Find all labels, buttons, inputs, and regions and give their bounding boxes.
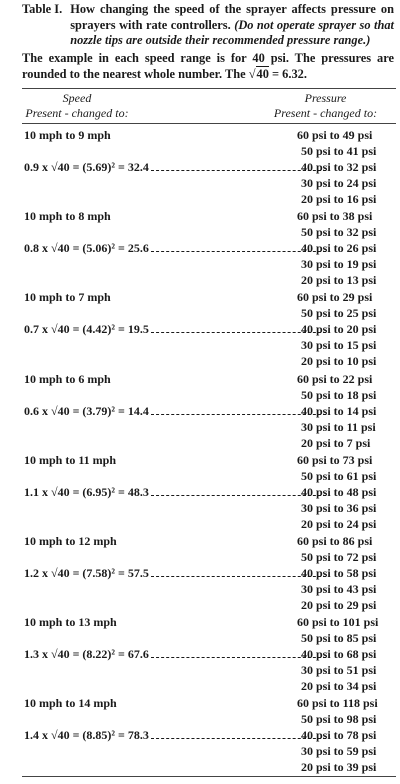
pressure-formula — [24, 159, 326, 175]
speed-change: 10 mph to 7 mph — [24, 290, 111, 305]
table-title — [22, 2, 394, 49]
intro-paragraph — [22, 51, 394, 82]
formula-text: 1.3 x √40 = (8.22)² = 67.6 — [24, 647, 149, 662]
dashed-leader-line — [151, 332, 326, 333]
pressure-change: 30 psi to 43 psi — [301, 582, 377, 596]
table-row-group — [22, 208, 396, 288]
pressure-formula — [24, 484, 326, 500]
header-rule — [22, 123, 396, 124]
pressure-change: 60 psi to 118 psi — [297, 696, 378, 711]
pressure-change: 30 psi to 15 psi — [301, 338, 377, 353]
table-row-group — [22, 614, 396, 694]
pressure-change: 50 psi to 32 psi — [301, 225, 377, 240]
pressure-change: 50 psi to 25 psi — [301, 306, 377, 321]
speed-change: 10 mph to 12 mph — [24, 534, 117, 548]
speed-change: 10 mph to 13 mph — [24, 615, 117, 630]
pressure-change: 20 psi to 39 psi — [301, 760, 377, 775]
dashed-leader-line — [151, 657, 326, 658]
pressure-formula — [24, 321, 326, 337]
pressure-list — [297, 289, 396, 369]
pressure-change: 40 psi to 26 psi — [301, 241, 377, 256]
pressure-change: 40 psi to 58 psi — [301, 566, 377, 580]
speed-header-title: Speed — [62, 91, 92, 105]
pressure-change: 60 psi to 49 psi — [297, 128, 373, 142]
pressure-change: 60 psi to 101 psi — [297, 615, 379, 630]
dashed-leader-line — [151, 576, 326, 577]
speed-change: 10 mph to 14 mph — [24, 696, 117, 711]
pressure-change: 20 psi to 13 psi — [301, 273, 377, 288]
dashed-leader-line — [151, 251, 326, 252]
speed-change: 10 mph to 6 mph — [24, 371, 111, 386]
pressure-change: 20 psi to 16 psi — [301, 192, 377, 206]
pressure-list — [297, 695, 396, 775]
formula-text: 1.4 x √40 = (8.85)² = 78.3 — [24, 728, 149, 743]
pressure-header-title: Pressure — [304, 91, 347, 105]
formula-text: 1.2 x √40 = (7.58)² = 57.5 — [24, 566, 149, 580]
pressure-change: 50 psi to 18 psi — [301, 387, 377, 402]
table-row-group — [22, 533, 396, 613]
pressure-list — [297, 127, 396, 207]
dashed-leader-line — [151, 414, 326, 415]
pressure-list — [297, 614, 396, 694]
table-row-group — [22, 695, 396, 775]
pressure-change: 20 psi to 7 psi — [301, 435, 371, 450]
table-label: Table I. — [22, 2, 63, 16]
pressure-change: 40 psi to 78 psi — [301, 728, 377, 743]
formula-text: 0.6 x √40 = (3.79)² = 14.4 — [24, 403, 149, 418]
pressure-change: 60 psi to 38 psi — [297, 209, 373, 224]
speed-change: 10 mph to 8 mph — [24, 209, 111, 224]
formula-text: 0.9 x √40 = (5.69)² = 32.4 — [24, 160, 149, 174]
table-row-group — [22, 289, 396, 369]
pressure-change: 60 psi to 73 psi — [297, 452, 373, 467]
pressure-change: 50 psi to 85 psi — [301, 631, 377, 646]
speed-change: 10 mph to 9 mph — [24, 128, 111, 142]
intro-text-end: = 6.32. — [268, 66, 307, 81]
table-row-group — [22, 127, 396, 207]
pressure-change: 40 psi to 20 psi — [301, 322, 377, 337]
table-top-rule — [22, 88, 396, 89]
pressure-column-header — [255, 91, 396, 121]
pressure-change: 50 psi to 72 psi — [301, 550, 377, 564]
intro-text: The example in each speed range is for 40 psi. The pressures are rounded to the nearest whole number. The √ — [22, 51, 394, 81]
pressure-change: 40 psi to 14 psi — [301, 403, 377, 418]
pressure-change: 30 psi to 19 psi — [301, 257, 377, 272]
pressure-change: 30 psi to 51 psi — [301, 663, 377, 678]
pressure-change: 30 psi to 24 psi — [301, 176, 377, 190]
speed-column-header — [22, 91, 132, 121]
pressure-formula — [24, 646, 326, 662]
pressure-change: 30 psi to 36 psi — [301, 500, 377, 515]
pressure-change: 40 psi to 68 psi — [301, 647, 377, 662]
pressure-change: 60 psi to 29 psi — [297, 290, 373, 305]
pressure-list — [297, 452, 396, 532]
pressure-list — [297, 208, 396, 288]
pressure-change: 50 psi to 41 psi — [301, 144, 377, 158]
pressure-list — [297, 533, 396, 613]
pressure-change: 20 psi to 29 psi — [301, 598, 377, 612]
pressure-formula — [24, 403, 326, 419]
pressure-change: 20 psi to 34 psi — [301, 679, 377, 694]
pressure-change: 60 psi to 22 psi — [297, 371, 373, 386]
table-bottom-rule — [22, 776, 396, 777]
table-row-group — [22, 452, 396, 532]
pressure-formula — [24, 565, 326, 581]
dashed-leader-line — [151, 495, 326, 496]
speed-change: 10 mph to 11 mph — [24, 452, 117, 467]
formula-text: 1.1 x √40 = (6.95)² = 48.3 — [24, 484, 149, 499]
pressure-header-subtitle: Present - changed to: — [273, 106, 378, 120]
speed-header-subtitle: Present - changed to: — [25, 106, 129, 120]
pressure-change: 30 psi to 59 psi — [301, 744, 377, 759]
dashed-leader-line — [151, 170, 326, 171]
pressure-change: 40 psi to 32 psi — [301, 160, 377, 174]
caption-note: (Do not operate sprayer so that nozzle tips are outside their recommended pressure range.) — [70, 17, 394, 47]
table-row-group — [22, 371, 396, 451]
pressure-change: 50 psi to 61 psi — [301, 468, 377, 483]
pressure-change: 20 psi to 24 psi — [301, 516, 377, 531]
sqrt-radicand: 40 — [256, 66, 269, 81]
pressure-change: 30 psi to 11 psi — [301, 419, 376, 434]
caption-text: How changing the speed of the sprayer affects pressure on sprayers with rate controllers. — [70, 2, 394, 32]
dashed-leader-line — [151, 738, 326, 739]
pressure-change: 50 psi to 98 psi — [301, 712, 377, 727]
pressure-list — [297, 371, 396, 451]
pressure-change: 60 psi to 86 psi — [297, 534, 373, 548]
pressure-change: 40 psi to 48 psi — [301, 484, 377, 499]
pressure-formula — [24, 727, 326, 743]
pressure-change: 20 psi to 10 psi — [301, 354, 377, 369]
table-caption — [70, 2, 394, 49]
formula-text: 0.7 x √40 = (4.42)² = 19.5 — [24, 322, 149, 337]
pressure-formula — [24, 240, 326, 256]
formula-text: 0.8 x √40 = (5.06)² = 25.6 — [24, 241, 149, 256]
